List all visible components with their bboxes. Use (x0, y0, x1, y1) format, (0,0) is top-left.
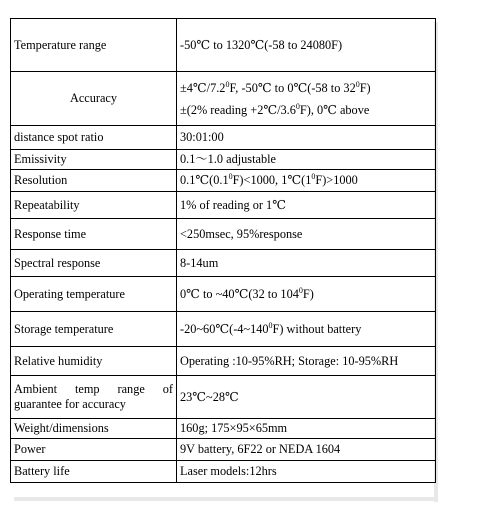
spec-value: 160g; 175×95×65mm (177, 419, 436, 439)
table-row (11, 347, 436, 376)
table-row (11, 150, 436, 170)
table-row (11, 419, 436, 439)
spec-value: 0℃ to ~40℃(32 to $104^0F$) (177, 277, 436, 312)
spec-label: Ambient temp range of guarantee for accuracy (11, 376, 177, 419)
spec-label: Emissivity (11, 150, 177, 170)
spec-value: 1% of reading or 1℃ (177, 192, 436, 219)
spec-value: 8-14um (177, 250, 436, 277)
spec-label: Power (11, 439, 177, 461)
spec-label: Temperature range (11, 19, 177, 72)
accuracy-line-2: ±(2% reading $+2℃/3.6^0F$), 0℃ above (180, 101, 370, 117)
table-row (11, 277, 436, 312)
table-row (11, 376, 436, 419)
spec-value (177, 72, 436, 126)
spec-value: Laser models:12hrs (177, 461, 436, 483)
spec-label: Relative humidity (11, 347, 177, 376)
spec-value: 30:01:00 (177, 126, 436, 150)
spec-label: distance spot ratio (11, 126, 177, 150)
table-row (11, 461, 436, 483)
spec-label: Weight/dimensions (11, 419, 177, 439)
table-row (11, 170, 436, 192)
spec-value: $-20\sim 60℃(-4\sim 140^0F)$ without battery (177, 312, 436, 347)
spec-label: Spectral response (11, 250, 177, 277)
spec-sheet (10, 18, 436, 483)
table-row (11, 439, 436, 461)
spec-label: Operating temperature (11, 277, 177, 312)
table-row (11, 72, 436, 126)
spec-value: Operating :10-95%RH; Storage: 10-95%RH (177, 347, 436, 376)
table-row (11, 250, 436, 277)
spec-label: Storage temperature (11, 312, 177, 347)
spec-label: Accuracy (11, 72, 177, 126)
spec-value: <250msec, 95%response (177, 219, 436, 250)
spec-label: Resolution (11, 170, 177, 192)
table-row (11, 126, 436, 150)
spec-value: $0.1℃(0.1^0F)<1000$, $1℃(1^0F)>1000$ (177, 170, 436, 192)
specification-table (10, 18, 436, 483)
spec-label: Response time (11, 219, 177, 250)
spec-value: -50℃ to 1320℃(-58 to 24080F) (177, 19, 436, 72)
table-row (11, 192, 436, 219)
table-row (11, 312, 436, 347)
spec-value: 9V battery, 6F22 or NEDA 1604 (177, 439, 436, 461)
spec-label: Repeatability (11, 192, 177, 219)
spec-value: 23℃~28℃ (177, 376, 436, 419)
spec-label: Battery life (11, 461, 177, 483)
table-shadow-bottom (14, 497, 438, 501)
accuracy-line-1: $\pm 4℃/7.2^0F$, -50℃ to 0℃(-58 to $32^0F$) (180, 79, 371, 95)
spec-value: 0.1～1.0 adjustable (177, 150, 436, 170)
table-row (11, 219, 436, 250)
table-row (11, 19, 436, 72)
